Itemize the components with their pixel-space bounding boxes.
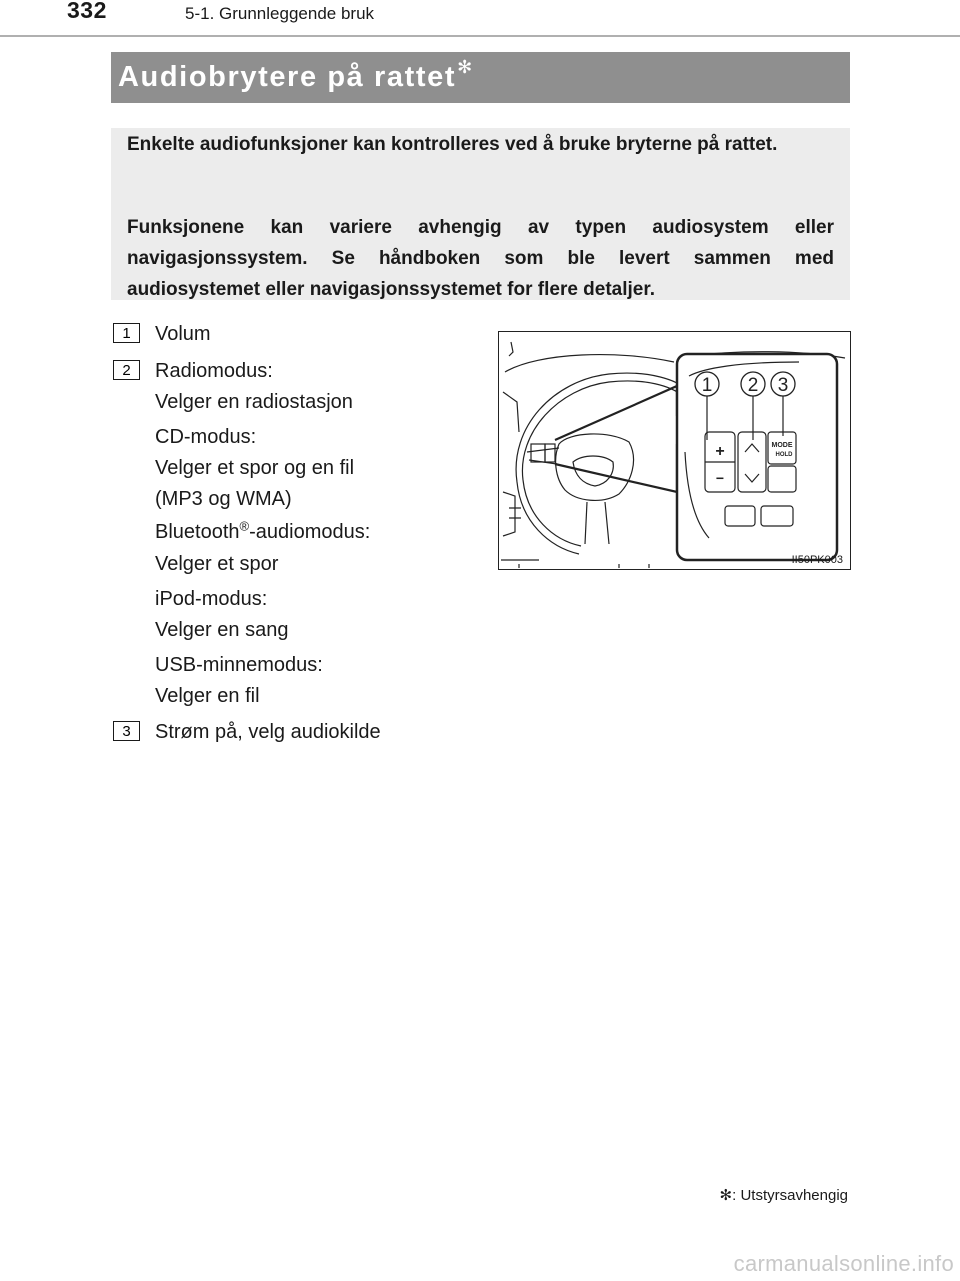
callout-number-3-text: 3 xyxy=(122,723,131,740)
intro-paragraph-1: Enkelte audiofunksjoner kan kontrolleres ved å bruke bryterne på rattet. xyxy=(127,134,778,155)
bluetooth-suffix: -audiomodus: xyxy=(249,521,371,543)
callout-number-2 xyxy=(113,360,140,380)
title-asterisk: ✻ xyxy=(457,57,474,77)
item-volume: Volum xyxy=(155,323,211,345)
item-cd-format: (MP3 og WMA) xyxy=(155,488,292,510)
watermark: carmanualsonline.info xyxy=(733,1251,954,1276)
page-number: 332 xyxy=(67,0,107,23)
item-usb-mode: USB-minnemodus: xyxy=(155,654,323,676)
figure-callout-3: 3 xyxy=(777,375,789,396)
volume-plus-icon: + xyxy=(715,443,725,460)
item-usb-desc: Velger en fil xyxy=(155,685,260,707)
volume-minus-icon: − xyxy=(715,470,725,486)
running-head: 5-1. Grunnleggende bruk xyxy=(185,4,375,23)
header-rule xyxy=(0,35,960,37)
callout-number-2-text: 2 xyxy=(122,362,131,379)
intro-box xyxy=(111,128,850,300)
item-ipod-mode: iPod-modus: xyxy=(155,588,268,610)
callout-number-3 xyxy=(113,721,140,741)
footnote-asterisk: ✻ xyxy=(719,1187,733,1204)
item-ipod-desc: Velger en sang xyxy=(155,619,289,641)
figure-code: II50PK003 xyxy=(791,554,843,566)
intro-paragraph-2: Funksjonene kan variere avhengig av typen audiosystem eller navigasjonssystem. Se håndboken som ble levert sammen med audiosystemet eller navigasjonssystemet for flere detaljer. xyxy=(127,217,834,300)
item-cd-mode: CD-modus: xyxy=(155,426,257,448)
bluetooth-word: Bluetooth xyxy=(155,521,240,543)
title-text: Audiobrytere på rattet xyxy=(118,61,457,93)
mode-label: MODE xyxy=(771,442,793,449)
item-radio-desc: Velger en radiostasjon xyxy=(155,391,353,413)
steering-wheel-illustration xyxy=(498,331,851,570)
page-title xyxy=(118,57,474,94)
item-cd-desc: Velger et spor og en fil xyxy=(155,457,355,479)
item-radio-mode: Radiomodus: xyxy=(155,360,273,382)
item-bluetooth-mode xyxy=(155,516,370,548)
callout-number-1 xyxy=(113,323,140,343)
item-bluetooth-desc: Velger et spor xyxy=(155,553,279,575)
hold-label: HOLD xyxy=(775,452,793,458)
item-power-source: Strøm på, velg audiokilde xyxy=(155,721,381,743)
callout-number-1-text: 1 xyxy=(122,325,131,342)
title-bar xyxy=(111,52,850,103)
registered-mark: ® xyxy=(239,518,250,534)
footnote-text: : Utstyrsavhengig xyxy=(732,1187,848,1204)
figure-callout-2: 2 xyxy=(747,375,759,396)
figure-callout-1: 1 xyxy=(701,375,713,396)
steering-wheel-drawing xyxy=(499,332,850,569)
footnote xyxy=(720,1186,848,1204)
